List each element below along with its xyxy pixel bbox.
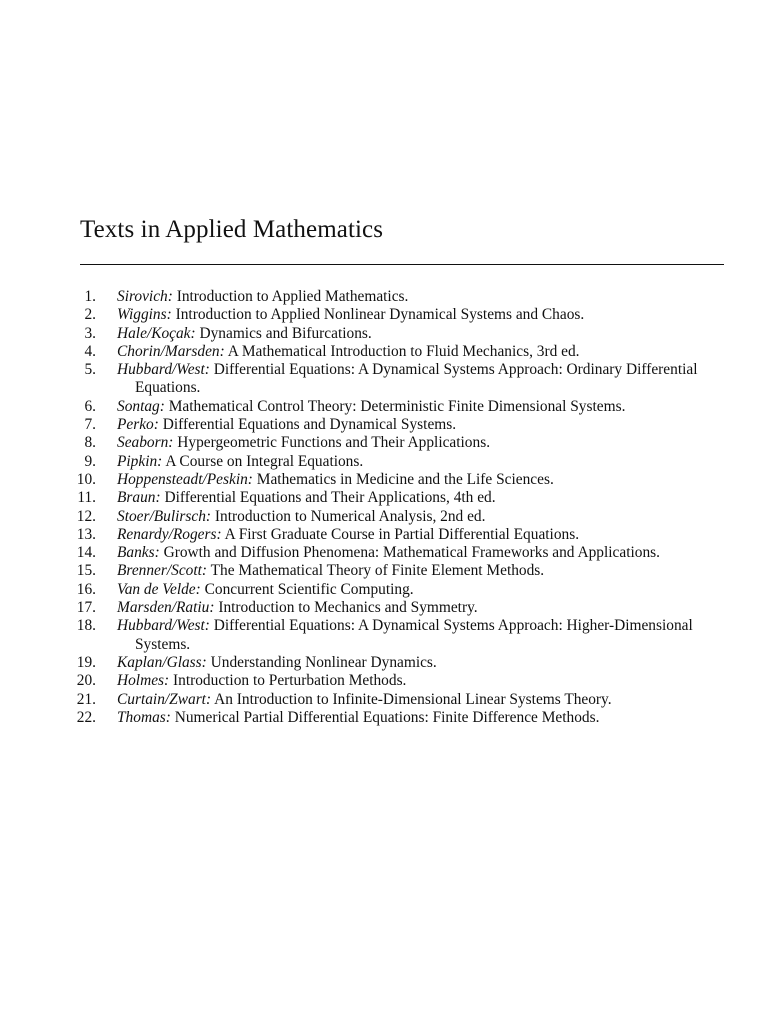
entry-number: 16. bbox=[76, 580, 96, 598]
entry-number: 21. bbox=[76, 690, 96, 708]
entry-title: Mathematical Control Theory: Deterministic Finite Dimensional Systems. bbox=[168, 397, 626, 415]
entry-authors: Stoer/Bulirsch: bbox=[117, 507, 212, 525]
entry-number: 3. bbox=[84, 324, 96, 342]
entry-number: 4. bbox=[84, 342, 96, 360]
entry-authors: Wiggins: bbox=[117, 306, 172, 324]
entry-number: 5. bbox=[84, 361, 96, 379]
entry-title: Introduction to Applied Mathematics. bbox=[176, 288, 409, 305]
entry-number: 20. bbox=[76, 672, 96, 690]
list-item bbox=[0, 453, 768, 471]
list-item bbox=[0, 617, 768, 654]
entry-title: Introduction to Mechanics and Symmetry. bbox=[218, 599, 478, 617]
list-item bbox=[0, 581, 768, 599]
entry-authors: Braun: bbox=[117, 489, 161, 507]
entry-authors: Sontag: bbox=[117, 397, 165, 415]
entry-number: 17. bbox=[76, 599, 96, 617]
entry-authors: Hale/Koçak: bbox=[117, 324, 196, 342]
entry-number: 18. bbox=[76, 617, 96, 635]
list-item bbox=[0, 654, 768, 672]
entry-title: Dynamics and Bifurcations. bbox=[199, 324, 372, 342]
entry-text bbox=[117, 508, 728, 526]
list-item bbox=[0, 672, 768, 690]
entry-title: Differential Equations: A Dynamical Systems Approach: Ordinary Differential Equations. bbox=[135, 361, 698, 397]
entry-title: Differential Equations and Their Applications, 4th ed. bbox=[164, 489, 496, 507]
list-item bbox=[0, 343, 768, 361]
entry-text bbox=[117, 489, 728, 507]
entry-authors: Hubbard/West: bbox=[117, 617, 210, 635]
entry-authors: Perko: bbox=[117, 416, 159, 434]
entry-title: Numerical Partial Differential Equations: Finite Difference Methods. bbox=[174, 708, 600, 726]
entry-authors: Kaplan/Glass: bbox=[117, 653, 207, 671]
page-title: Texts in Applied Mathematics bbox=[80, 216, 384, 243]
list-item bbox=[0, 599, 768, 617]
entry-title: Growth and Diffusion Phenomena: Mathematical Frameworks and Applications. bbox=[163, 544, 661, 562]
list-item bbox=[0, 361, 768, 398]
entry-text bbox=[117, 562, 728, 580]
entry-text bbox=[117, 526, 728, 544]
entry-number: 6. bbox=[84, 397, 96, 415]
entry-number: 2. bbox=[84, 306, 96, 324]
list-item bbox=[0, 471, 768, 489]
entry-title: Introduction to Applied Nonlinear Dynamical Systems and Chaos. bbox=[175, 306, 585, 324]
entry-title: Introduction to Perturbation Methods. bbox=[173, 672, 407, 690]
list-item bbox=[0, 416, 768, 434]
list-item bbox=[0, 398, 768, 416]
entry-title: Hypergeometric Functions and Their Applications. bbox=[177, 434, 491, 452]
entry-authors: Chorin/Marsden: bbox=[117, 342, 225, 360]
entry-authors: Hoppensteadt/Peskin: bbox=[117, 470, 253, 488]
entry-text bbox=[117, 288, 728, 306]
series-list bbox=[0, 288, 768, 727]
entry-number: 10. bbox=[76, 470, 96, 488]
entry-authors: Thomas: bbox=[117, 708, 171, 726]
entry-text bbox=[117, 654, 728, 672]
entry-text bbox=[117, 306, 728, 324]
entry-text bbox=[117, 398, 728, 416]
entry-authors: Van de Velde: bbox=[117, 580, 201, 598]
entry-number: 7. bbox=[84, 416, 96, 434]
entry-text bbox=[117, 617, 728, 654]
list-item bbox=[0, 526, 768, 544]
entry-text bbox=[117, 672, 728, 690]
list-item bbox=[0, 434, 768, 452]
entry-title: Introduction to Numerical Analysis, 2nd ed. bbox=[214, 507, 486, 525]
list-item bbox=[0, 544, 768, 562]
entry-text bbox=[117, 709, 728, 727]
entry-number: 22. bbox=[76, 708, 96, 726]
entry-number: 8. bbox=[84, 434, 96, 452]
entry-title: Differential Equations: A Dynamical Systems Approach: Higher-Dimensional Systems. bbox=[135, 617, 693, 653]
entry-text bbox=[117, 453, 728, 471]
entry-text bbox=[117, 361, 728, 398]
list-item bbox=[0, 508, 768, 526]
entry-title: The Mathematical Theory of Finite Element Methods. bbox=[210, 562, 545, 580]
entry-text bbox=[117, 471, 728, 489]
list-item bbox=[0, 691, 768, 709]
entry-title: A Mathematical Introduction to Fluid Mechanics, 3rd ed. bbox=[227, 342, 580, 360]
entry-title: An Introduction to Infinite-Dimensional Linear Systems Theory. bbox=[214, 690, 612, 708]
entry-authors: Renardy/Rogers: bbox=[117, 525, 222, 543]
entry-authors: Hubbard/West: bbox=[117, 361, 210, 379]
entry-title: Understanding Nonlinear Dynamics. bbox=[210, 653, 437, 671]
list-item bbox=[0, 288, 768, 306]
entry-text bbox=[117, 434, 728, 452]
entry-authors: Pipkin: bbox=[117, 452, 163, 470]
entry-authors: Seaborn: bbox=[117, 434, 174, 452]
entry-authors: Brenner/Scott: bbox=[117, 562, 208, 580]
entry-number: 11. bbox=[77, 489, 96, 507]
entry-title: A First Graduate Course in Partial Differential Equations. bbox=[224, 525, 580, 543]
entry-number: 13. bbox=[76, 525, 96, 543]
entry-text bbox=[117, 343, 728, 361]
entry-number: 9. bbox=[84, 452, 96, 470]
list-item bbox=[0, 562, 768, 580]
entry-text bbox=[117, 416, 728, 434]
entry-text bbox=[117, 691, 728, 709]
entry-text bbox=[117, 599, 728, 617]
entry-number: 1. bbox=[84, 288, 96, 305]
entry-authors: Holmes: bbox=[117, 672, 170, 690]
entry-text bbox=[117, 325, 728, 343]
entry-authors: Banks: bbox=[117, 544, 160, 562]
entry-number: 14. bbox=[76, 544, 96, 562]
list-item bbox=[0, 489, 768, 507]
entry-number: 15. bbox=[76, 562, 96, 580]
entry-number: 19. bbox=[76, 653, 96, 671]
entry-title: Concurrent Scientific Computing. bbox=[204, 580, 414, 598]
entry-text bbox=[117, 544, 728, 562]
list-item bbox=[0, 325, 768, 343]
entry-title: A Course on Integral Equations. bbox=[165, 452, 364, 470]
entry-authors: Sirovich: bbox=[117, 288, 173, 305]
list-item bbox=[0, 306, 768, 324]
entry-authors: Marsden/Ratiu: bbox=[117, 599, 215, 617]
entry-text bbox=[117, 581, 728, 599]
entry-authors: Curtain/Zwart: bbox=[117, 690, 212, 708]
entry-number: 12. bbox=[76, 507, 96, 525]
entry-title: Differential Equations and Dynamical Systems. bbox=[162, 416, 457, 434]
list-item bbox=[0, 709, 768, 727]
title-divider bbox=[80, 264, 724, 265]
entry-title: Mathematics in Medicine and the Life Sciences. bbox=[256, 470, 554, 488]
